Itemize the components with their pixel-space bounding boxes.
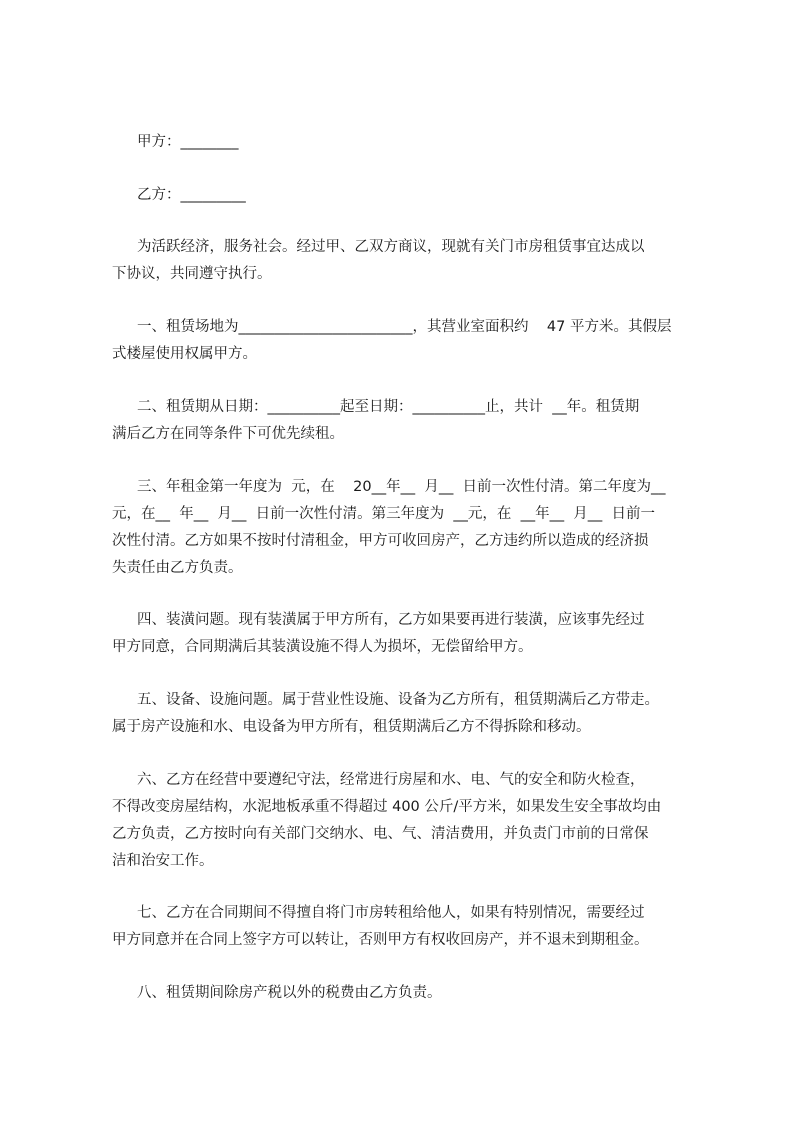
clause-3-line: 失责任由乙方负责。 <box>112 560 243 576</box>
clause-6-line: 六、乙方在经营中要遵纪守法，经常进行房屋和水、电、气的安全和防火检查， <box>137 772 645 788</box>
clause-7-line: 甲方同意并在合同上签字方可以转让，否则甲方有权收回房产，并不退未到期租金。 <box>112 932 649 948</box>
clause-4-line: 四、装潢问题。现有装潢属于甲方所有，乙方如果要再进行装潢，应该事先经过 <box>137 612 645 628</box>
clause-4-line: 甲方同意，合同期满后其装潢设施不得人为损坏，无偿留给甲方。 <box>112 639 533 655</box>
clause-3-line: 元，在__ 年__ 月__ 日前一次性付清。第三年度为 __元，在 __年__ 月__ 日前一 <box>112 506 656 522</box>
clause-2-line: 满后乙方在同等条件下可优先续租。 <box>112 426 344 442</box>
clause-3-line: 三、年租金第一年度为 元，在 20__年__ 月__ 日前一次性付清。第二年度为__ <box>137 479 666 495</box>
clause-5-line: 属于房产设施和水、电设备为甲方所有，租赁期满后乙方不得拆除和移动。 <box>112 719 591 735</box>
clause-3-line: 次性付清。乙方如果不按时付清租金，甲方可收回房产，乙方违约所以造成的经济损 <box>112 533 649 549</box>
clause-8-line: 八、租赁期间除房产税以外的税费由乙方负责。 <box>137 985 442 1001</box>
clause-7-line: 七、乙方在合同期间不得擅自将门市房转租给他人，如果有特别情况，需要经过 <box>137 905 645 921</box>
clause-1-line: 式楼屋使用权属甲方。 <box>112 346 257 362</box>
intro-line: 下协议，共同遵守执行。 <box>112 266 272 282</box>
intro-line: 为活跃经济，服务社会。经过甲、乙双方商议，现就有关门市房租赁事宜达成以 <box>137 239 645 255</box>
clause-5-line: 五、设备、设施问题。属于营业性设施、设备为乙方所有，租赁期满后乙方带走。 <box>137 692 659 708</box>
clause-6-line: 洁和治安工作。 <box>112 853 214 869</box>
party-a-line: 甲方：________ <box>137 134 239 150</box>
clause-6-line: 乙方负责，乙方按时向有关部门交纳水、电、气、清洁费用，并负责门市前的日常保 <box>112 826 649 842</box>
clause-1-line: 一、租赁场地为________________________，其营业室面积约 47 平方米。其假层 <box>137 319 672 335</box>
party-b-line: 乙方：_________ <box>137 187 246 203</box>
clause-2-line: 二、租赁期从日期：__________起至日期：__________止，共计 __年。租赁期 <box>137 399 640 415</box>
clause-6-line: 不得改变房屋结构，水泥地板承重不得超过 400 公斤/平方米，如果发生安全事故均由 <box>112 799 662 815</box>
